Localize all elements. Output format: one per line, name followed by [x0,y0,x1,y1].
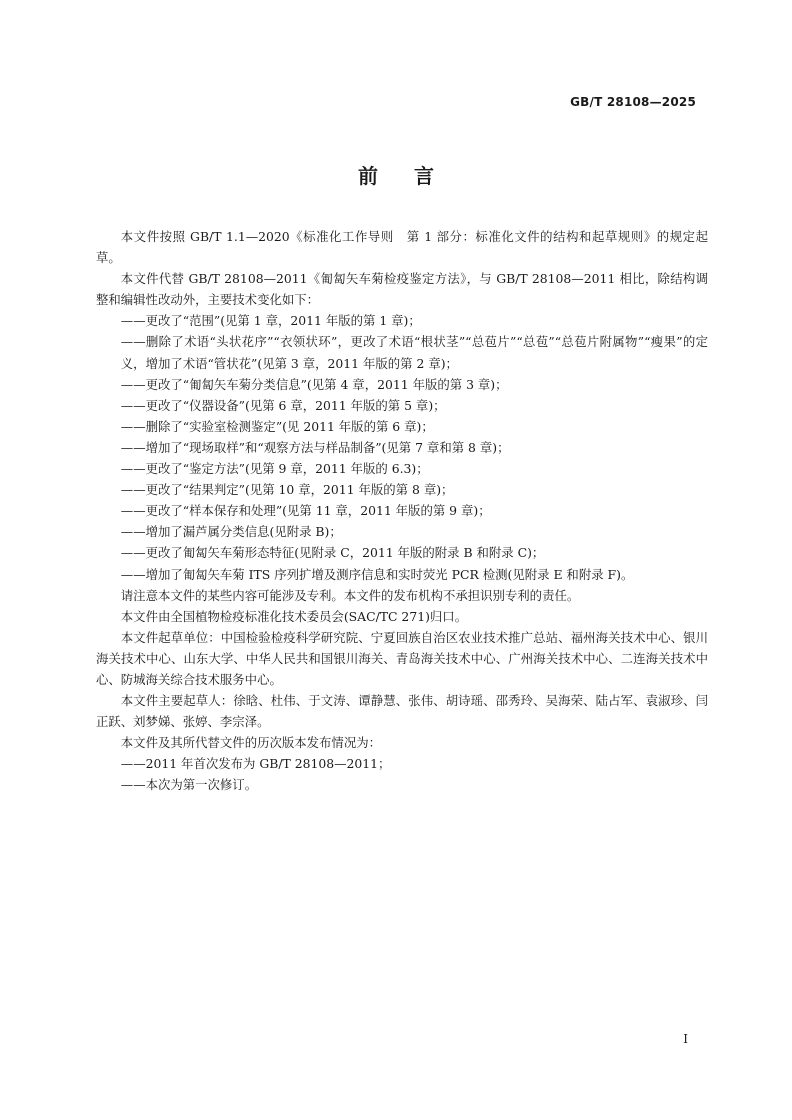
change-item: ——更改了匍匐矢车菊形态特征(见附录 C，2011 年版的附录 B 和附录 C)； [120,545,545,561]
page-number: I [683,1032,688,1046]
change-item: ——增加了匍匐矢车菊 ITS 序列扩增及测序信息和实时荧光 PCR 检测(见附录 E 和附录 F)。 [120,566,634,582]
change-item: ——删除了术语“头状花序”“衣领状环”，更改了术语“根状茎”“总苞片”“总苞”“总苞片附属物”“瘦果”的定义，增加了术语“管状花”(见第 3 章，2011 年版的第 2 章)； [120,334,708,371]
foreword-body [96,226,708,796]
history-item: ——2011 年首次发布为 GB/T 28108—2011； [120,756,391,772]
standard-code: GB/T 28108—2025 [570,95,696,109]
paragraph-drafters: 本文件主要起草人：徐晗、杜伟、于文涛、谭静慧、张伟、胡诗瑶、邵秀玲、吴海荣、陆占军、袁淑珍、闫正跃、刘梦娣、张婷、李宗泽。 [96,693,708,730]
paragraph-drafting-rules: 本文件按照 GB/T 1.1—2020《标准化工作导则 第 1 部分：标准化文件的结构和起草规则》的规定起草。 [96,229,708,266]
page-title-char-1: 前 [358,164,378,188]
change-item: ——更改了“匍匐矢车菊分类信息”(见第 4 章，2011 年版的第 3 章)； [120,376,508,392]
history-item: ——本次为第一次修订。 [120,777,258,793]
change-item: ——更改了“范围”(见第 1 章，2011 年版的第 1 章)； [120,313,421,329]
change-item: ——更改了“结果判定”(见第 10 章，2011 年版的第 8 章)； [120,482,454,498]
paragraph-drafting-units: 本文件起草单位：中国检验检疫科学研究院、宁夏回族自治区农业技术推广总站、福州海关技术中心、银川海关技术中心、山东大学、中华人民共和国银川海关、青岛海关技术中心、广州海关技术中心、二连海关技术中心、防城海关综合技术服务中心。 [96,629,708,687]
change-item: ——增加了“现场取样”和“观察方法与样品制备”(见第 7 章和第 8 章)； [120,439,510,455]
change-item: ——更改了“仪器设备”(见第 6 章，2011 年版的第 5 章)； [120,397,446,413]
paragraph-replacement: 本文件代替 GB/T 28108—2011《匍匐矢车菊检疫鉴定方法》，与 GB/T 28108—2011 相比，除结构调整和编辑性改动外，主要技术变化如下： [96,271,708,308]
change-item: ——更改了“样本保存和处理”(见第 11 章，2011 年版的第 9 章)； [120,503,491,519]
page-title [0,160,792,189]
change-item: ——更改了“鉴定方法”(见第 9 章，2011 年版的 6.3)； [120,461,429,477]
paragraph-patent-notice: 请注意本文件的某些内容可能涉及专利。本文件的发布机构不承担识别专利的责任。 [120,587,580,603]
change-item: ——增加了漏芦属分类信息(见附录 B)； [120,524,342,540]
paragraph-technical-committee: 本文件由全国植物检疫标准化技术委员会(SAC/TC 271)归口。 [120,608,468,624]
paragraph-history-intro: 本文件及其所代替文件的历次版本发布情况为： [120,735,381,751]
page-title-char-2: 言 [414,164,434,188]
change-item: ——删除了“实验室检测鉴定”(见 2011 年版的第 6 章)； [120,418,434,434]
